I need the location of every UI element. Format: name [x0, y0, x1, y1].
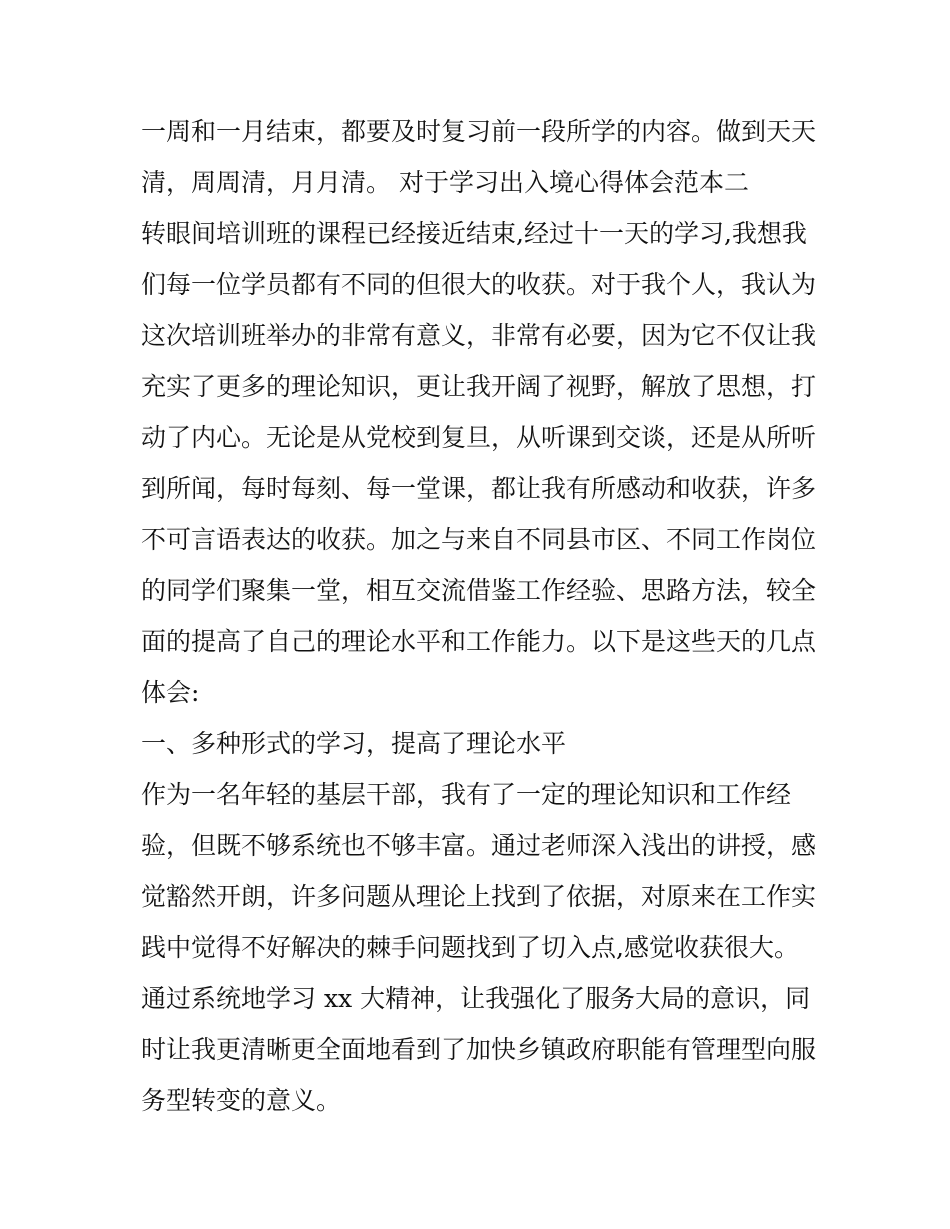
text-line: 体会: — [141, 678, 200, 707]
document-body — [141, 106, 821, 1126]
text-line: 践中觉得不好解决的棘手问题找到了切入点,感觉收获很大。 — [141, 933, 799, 962]
text-line: 务型转变的意义。 — [141, 1086, 342, 1115]
text-line: 清，周周清，月月清。 对于学习出入境心得体会范本二 — [141, 168, 749, 197]
text-line: 验，但既不够系统也不够丰富。通过老师深入浅出的讲授，感 — [141, 831, 817, 860]
text-line: 作为一名年轻的基层干部，我有了一定的理论知识和工作经 — [141, 780, 792, 809]
text-line: 到所闻，每时每刻、每一堂课，都让我有所感动和收获，许多 — [141, 474, 817, 503]
text-line: 们每一位学员都有不同的但很大的收获。对于我个人，我认为 — [141, 270, 817, 299]
text-line: 动了内心。无论是从党校到复旦，从听课到交谈，还是从所听 — [141, 423, 817, 452]
section-heading: 一、多种形式的学习，提高了理论水平 — [141, 729, 567, 758]
text-line: 时让我更清晰更全面地看到了加快乡镇政府职能有管理型向服 — [141, 1035, 817, 1064]
text-line: 面的提高了自己的理论水平和工作能力。以下是这些天的几点 — [141, 627, 817, 656]
text-line: 觉豁然开朗，许多问题从理论上找到了依据，对原来在工作实 — [141, 882, 817, 911]
text-line: 充实了更多的理论知识，更让我开阔了视野，解放了思想，打 — [141, 372, 817, 401]
text-line: 的同学们聚集一堂，相互交流借鉴工作经验、思路方法，较全 — [141, 576, 817, 605]
text-line: 这次培训班举办的非常有意义，非常有必要，因为它不仅让我 — [141, 321, 817, 350]
text-line: 一周和一月结束，都要及时复习前一段所学的内容。做到天天 — [141, 117, 817, 146]
text-line: 通过系统地学习 xx 大精神，让我强化了服务大局的意识，同 — [141, 984, 811, 1013]
text-line: 不可言语表达的收获。加之与来自不同县市区、不同工作岗位 — [141, 525, 817, 554]
text-line: 转眼间培训班的课程已经接近结束,经过十一天的学习,我想我 — [141, 219, 807, 248]
